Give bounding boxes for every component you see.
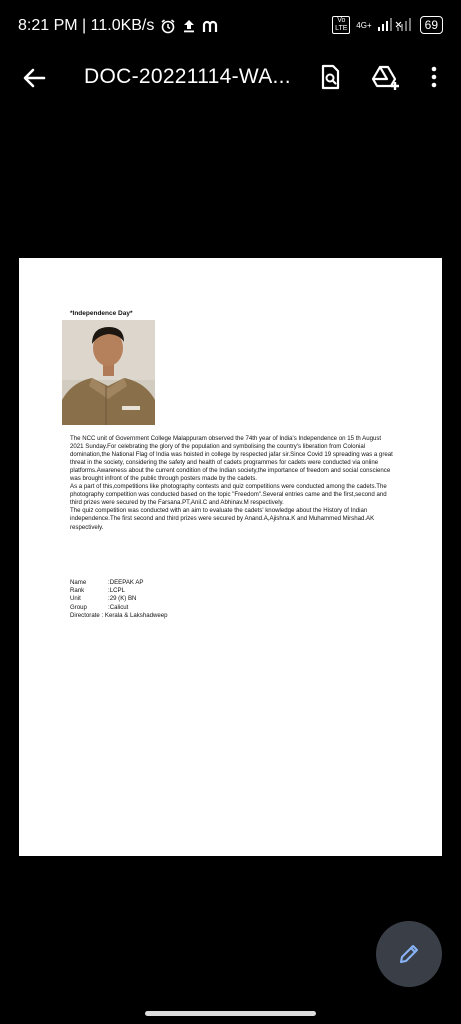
detail-label: Name	[70, 579, 87, 586]
volte-icon: Vo LTE	[332, 16, 350, 34]
more-options-button[interactable]	[424, 63, 444, 91]
directorate-line: Directorate : Kerala & Lakshadweep	[70, 611, 168, 619]
document-page[interactable]	[19, 258, 442, 856]
status-left	[18, 17, 220, 35]
detail-value: :Calicut	[108, 603, 129, 611]
status-bar	[0, 0, 461, 54]
detail-label: Rank	[70, 587, 85, 595]
signal-icon	[378, 17, 414, 34]
edit-button[interactable]	[376, 921, 442, 987]
back-arrow-icon	[20, 64, 48, 92]
document-paragraph: The quiz competition was conducted with an aim to evaluate the cadets' knowledge about the History of Indian independence.The first second and third prizes were secured by Anand.A,Ajishna.K and Muhammed Mirshad.AK respectively.	[70, 507, 375, 531]
cadet-details	[70, 579, 168, 620]
document-body	[70, 435, 395, 532]
add-to-drive-icon	[370, 63, 400, 91]
alarm-icon	[160, 18, 176, 34]
find-in-page-button[interactable]	[316, 63, 344, 91]
detail-row	[70, 604, 168, 612]
status-right	[332, 16, 443, 34]
detail-value: :29 (K) BN	[108, 595, 137, 603]
document-heading: *Independence Day*	[70, 310, 133, 317]
cadet-photo	[62, 320, 155, 425]
document-paragraph: The NCC unit of Government College Malappuram observed the 74th year of India's Independence on 15 th August 2021 Sunday.For celebrating the glory of the population and symbolising the country's liberation from Colonial domination,the National Flag of India was hoisted in college by respected jafar sir.Since Covid 19 spreading was a great threat in the society, considering the safety and health of cadets programmes for cadets were conducted via online platforms.Awareness about the current condition of the Indian society,the importance of freedom and social conscience was brought infront of the public through posters made by the cadets.	[70, 435, 393, 483]
back-button[interactable]	[20, 64, 48, 92]
add-to-drive-button[interactable]	[370, 63, 400, 91]
battery-indicator: 69	[420, 16, 443, 34]
pencil-icon	[397, 942, 421, 966]
more-vert-icon	[424, 63, 444, 91]
home-indicator[interactable]	[145, 1011, 316, 1016]
detail-row	[70, 595, 168, 603]
detail-value: :DEEPAK AP	[108, 579, 144, 586]
document-title: DOC-20221114-WA...	[84, 65, 291, 88]
status-time-speed: 8:21 PM | 11.0KB/s	[18, 17, 155, 34]
document-paragraph: As a part of this,competitions like photography contests and quiz competitions were conducted among the cadets.The photography competition was conducted based on the topic "Freedom".Several entries came and the first,second and third prizes were secured by the Farsana.PT,Anil.C and Abhinav.M respectively.	[70, 483, 387, 507]
detail-label: Unit	[70, 595, 81, 603]
detail-row	[70, 579, 168, 587]
detail-label: Group	[70, 603, 87, 611]
upload-icon	[182, 18, 196, 34]
detail-value: :LCPL	[108, 587, 125, 595]
network-type: 4G+	[356, 20, 372, 30]
app-bar	[0, 54, 461, 100]
detail-row	[70, 587, 168, 595]
find-in-page-icon	[316, 63, 344, 91]
messaging-app-icon	[202, 18, 220, 34]
